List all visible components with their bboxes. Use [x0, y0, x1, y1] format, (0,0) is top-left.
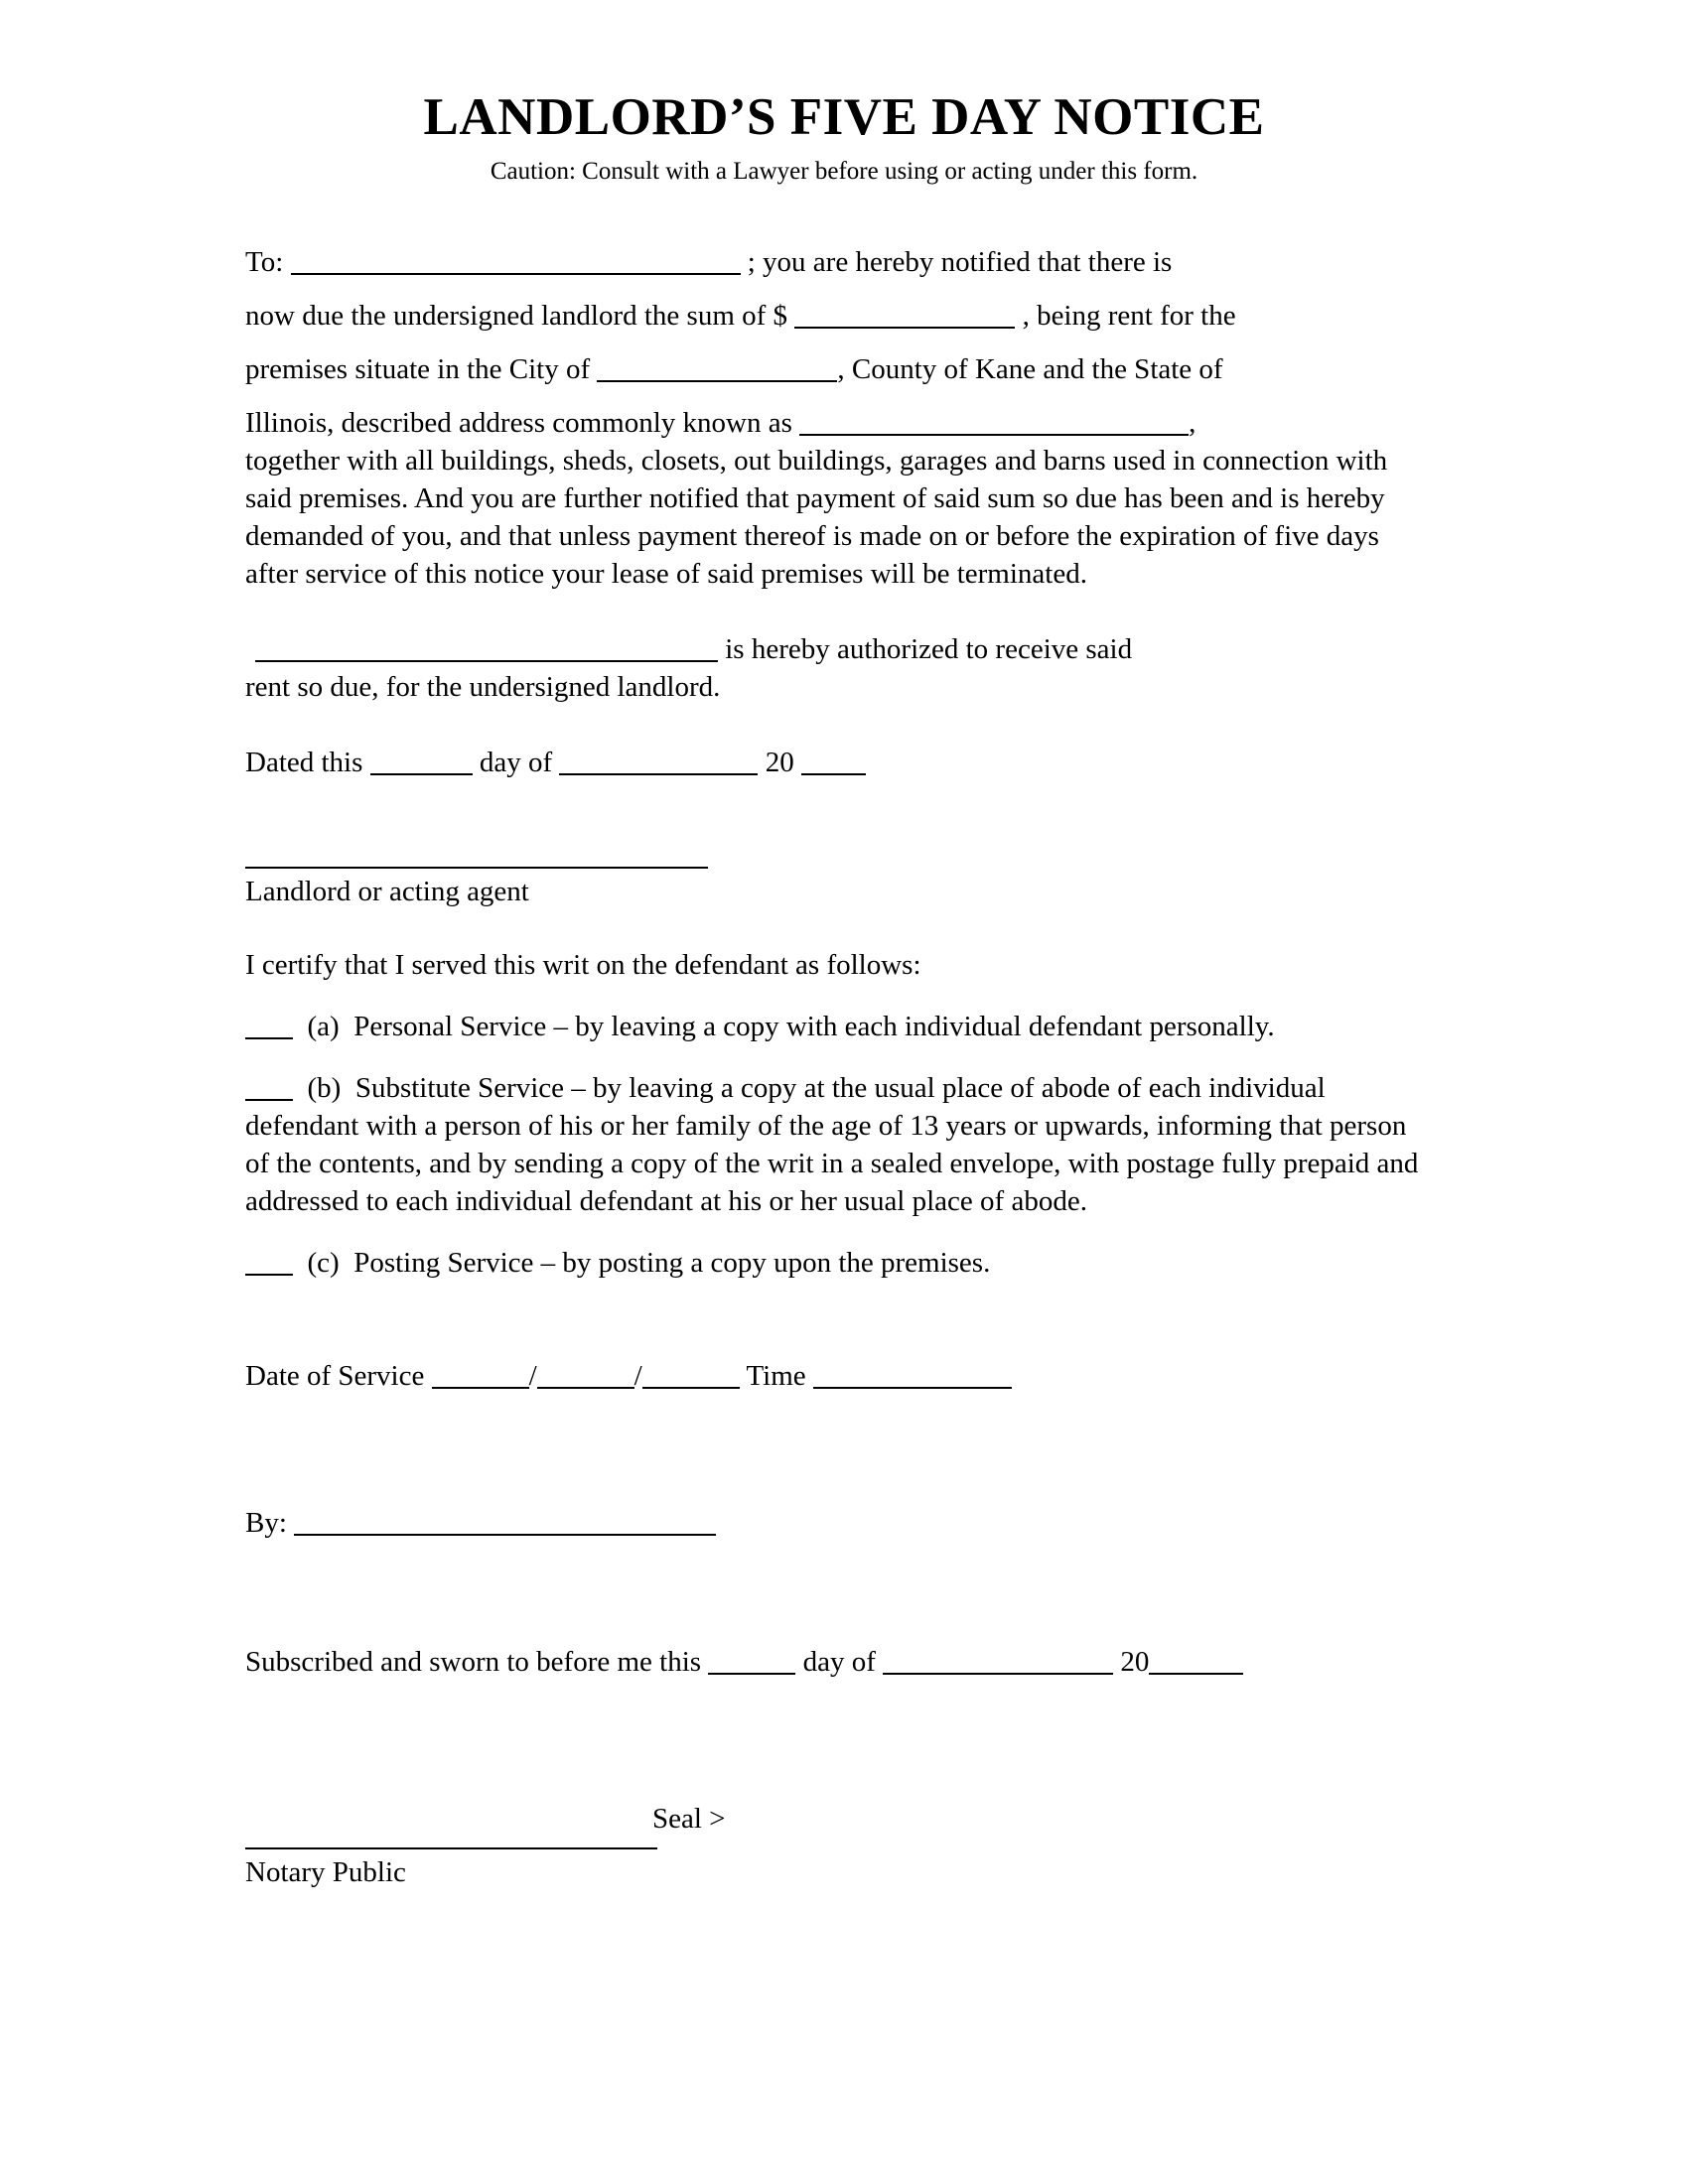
to-trailing-text: ; you are hereby notified that there is: [747, 246, 1173, 278]
sum-line: [245, 297, 1437, 335]
address-blank-field[interactable]: [799, 408, 1189, 436]
service-slash-1: /: [528, 1360, 537, 1392]
sworn-day-of-text: day of: [802, 1646, 876, 1678]
landlord-signature-label: Landlord or acting agent: [245, 876, 529, 907]
dated-month-field[interactable]: [559, 748, 758, 775]
notary-signature-field[interactable]: [245, 1822, 657, 1849]
landlord-signature-line: [245, 837, 1437, 875]
address-prefix-text: Illinois, described address commonly known as: [245, 407, 792, 439]
dated-day-field[interactable]: [370, 748, 473, 775]
service-option-b: [245, 1069, 1437, 1220]
sworn-day-field[interactable]: [708, 1647, 795, 1675]
service-option-a-marker: (a): [307, 1011, 340, 1042]
to-label: To:: [245, 246, 284, 278]
service-month-field[interactable]: [432, 1361, 529, 1389]
sworn-month-field[interactable]: [883, 1647, 1113, 1675]
page-subtitle: Caution: Consult with a Lawyer before using or acting under this form.: [490, 158, 1198, 185]
service-option-a-text: Personal Service – by leaving a copy with each individual defendant personally.: [353, 1011, 1275, 1042]
date-of-service-line: [245, 1357, 1437, 1395]
city-blank-field[interactable]: [597, 354, 837, 382]
to-line: [245, 243, 1437, 281]
sworn-year-prefix-text: 20: [1120, 1646, 1150, 1678]
city-line: [245, 350, 1437, 388]
address-line: [245, 404, 1437, 442]
service-option-b-text: Substitute Service – by leaving a copy at the usual place of abode of each individual defendant with a person of his or her family of the age of 13 years or upwards, informing that person of the contents, and by sending a copy of the writ in a sealed envelope, with postage fully prepaid and addressed to each individual defendant at his or her usual place of abode.: [245, 1072, 1419, 1217]
sworn-prefix-text: Subscribed and sworn to before me this: [245, 1646, 702, 1678]
service-option-a-checkbox[interactable]: [245, 1012, 293, 1039]
service-slash-2: /: [633, 1360, 642, 1392]
service-day-field[interactable]: [537, 1361, 634, 1389]
sum-blank-field[interactable]: [794, 301, 1015, 329]
notary-signature-line: [245, 1803, 1437, 1855]
service-time-field[interactable]: [813, 1361, 1012, 1389]
certification-intro: I certify that I served this writ on the defendant as follows:: [245, 949, 921, 981]
service-year-field[interactable]: [642, 1361, 740, 1389]
service-option-a: [245, 1008, 1437, 1045]
authorized-line-2: rent so due, for the undersigned landlord.: [245, 671, 721, 703]
page-title: LANDLORD’S FIVE DAY NOTICE: [423, 88, 1265, 146]
authorized-blank-field[interactable]: [255, 634, 718, 662]
city-prefix-text: premises situate in the City of: [245, 353, 591, 385]
by-label: By:: [245, 1507, 287, 1539]
service-option-b-marker: (b): [307, 1072, 342, 1104]
service-option-c-checkbox[interactable]: [245, 1248, 293, 1276]
dated-day-of-text: day of: [479, 747, 553, 778]
authorized-line: [245, 630, 1437, 668]
service-option-c: [245, 1244, 1437, 1282]
address-trailing-comma: ,: [1189, 407, 1196, 439]
by-line: [245, 1504, 1437, 1542]
sum-trailing-text: , being rent for the: [1022, 300, 1236, 332]
sworn-line: [245, 1643, 1437, 1681]
by-signature-field[interactable]: [294, 1508, 716, 1536]
dated-year-prefix-text: 20: [765, 747, 794, 778]
city-trailing-text: , County of Kane and the State of: [837, 353, 1223, 385]
dated-prefix-text: Dated this: [245, 747, 363, 778]
sum-prefix-text: now due the undersigned landlord the sum of $: [245, 300, 788, 332]
seal-marker: Seal >: [652, 1803, 726, 1835]
document-body: [245, 243, 1437, 1889]
notary-public-label: Notary Public: [245, 1856, 406, 1888]
service-option-c-text: Posting Service – by posting a copy upon the premises.: [353, 1247, 991, 1279]
notice-body-paragraph: together with all buildings, sheds, closets, out buildings, garages and barns used in connection with said premises. And you are further notified that payment of said sum so due has been and is hereby demanded of you, and that unless payment thereof is made on or before the expiration of five days after service of this notice your lease of said premises will be terminated.: [245, 445, 1388, 590]
dated-year-field[interactable]: [801, 748, 866, 775]
dated-line: [245, 744, 1437, 781]
landlord-signature-field[interactable]: [245, 841, 708, 869]
service-option-c-marker: (c): [307, 1247, 340, 1279]
to-blank-field[interactable]: [291, 247, 741, 275]
authorized-trailing-text: is hereby authorized to receive said: [725, 633, 1133, 665]
date-of-service-label: Date of Service: [245, 1360, 425, 1392]
sworn-year-field[interactable]: [1149, 1647, 1243, 1675]
service-time-label: Time: [746, 1360, 806, 1392]
service-option-b-checkbox[interactable]: [245, 1073, 293, 1101]
